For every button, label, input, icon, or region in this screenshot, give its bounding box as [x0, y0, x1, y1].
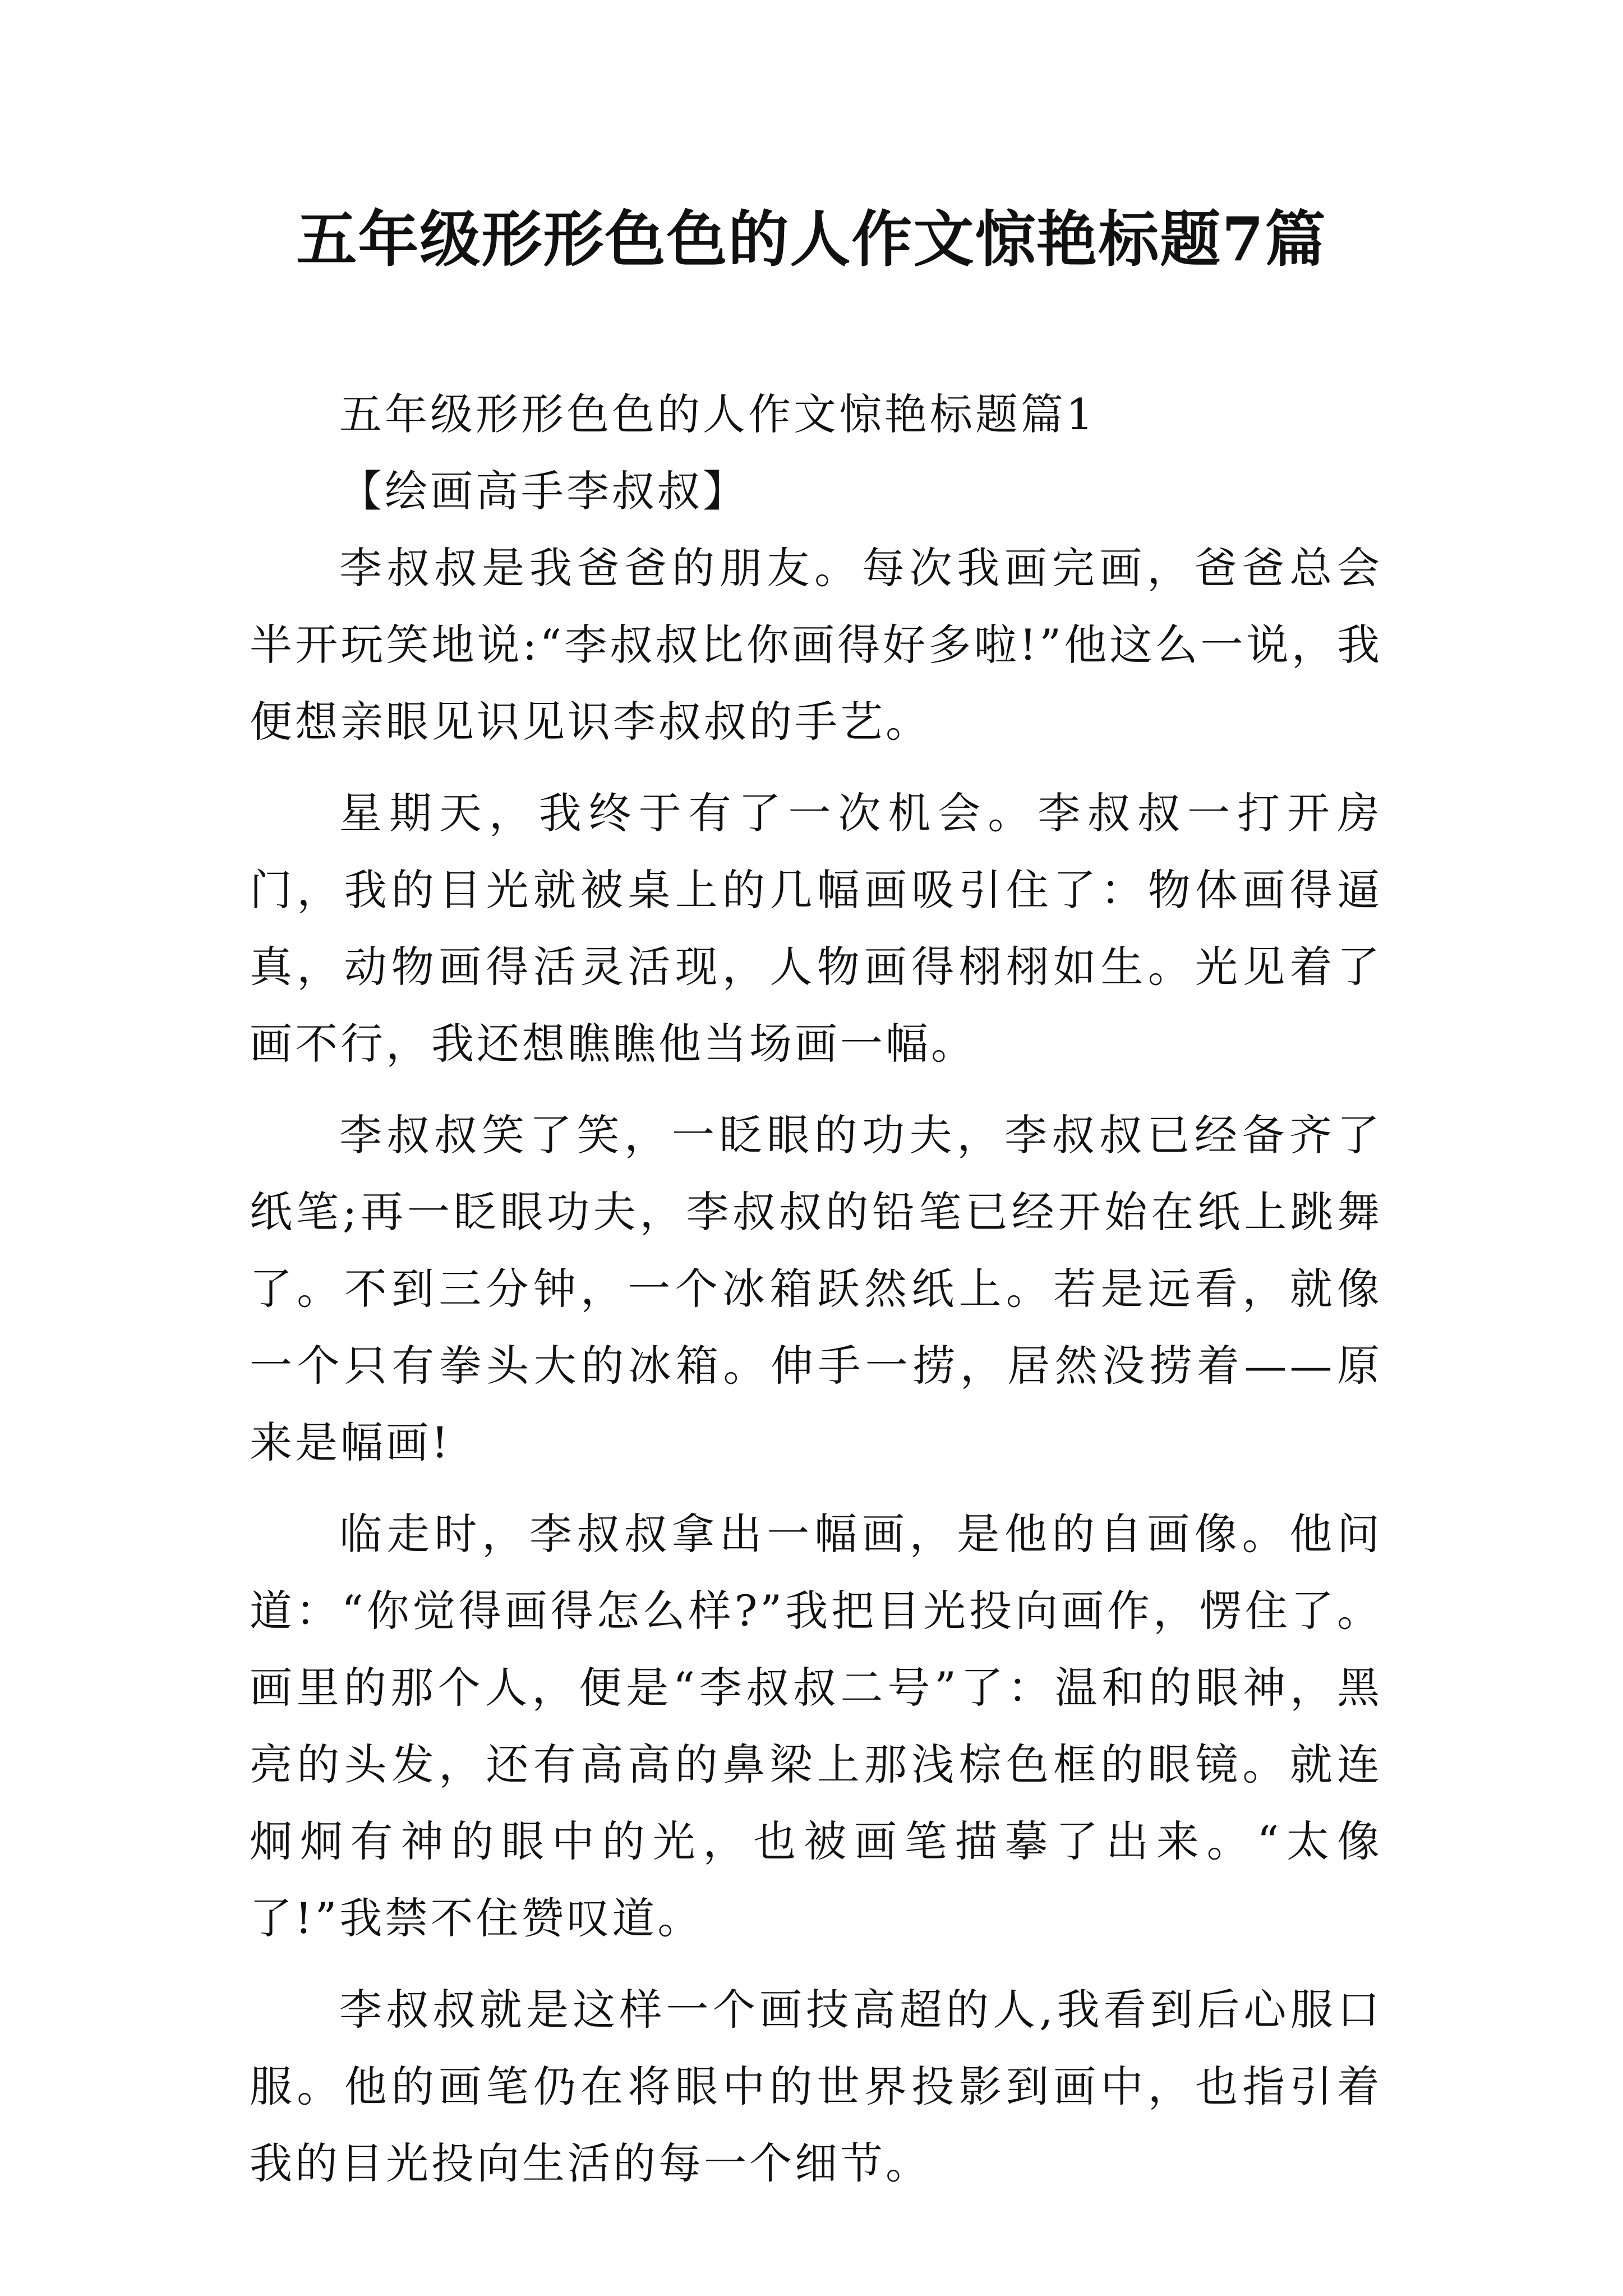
essay-title: 【绘画高手李叔叔】 — [339, 466, 748, 516]
body-paragraph-5: 李叔叔就是这样一个画技高超的人,我看到后心服口服。他的画笔仍在将眼中的世界投影到画中，也指引着我的目光投向生活的每一个细节。 — [250, 1985, 1382, 2188]
body-paragraph-2: 星期天，我终于有了一次机会。李叔叔一打开房门，我的目光就被桌上的几幅画吸引住了：物体画得逼真，动物画得活灵活现，人物画得栩栩如生。光见着了画不行，我还想瞧瞧他当场画一幅。 — [250, 788, 1382, 1069]
body-paragraph-4: 临走时，李叔叔拿出一幅画，是他的自画像。他问道：“你觉得画得怎么样?”我把目光投向画作，愣住了。画里的那个人，便是“李叔叔二号”了：温和的眼神，黑亮的头发，还有高高的鼻梁上那浅棕色框的眼镜。就连炯炯有神的眼中的光，也被画笔描摹了出来。“太像了!”我禁不住赞叹道。 — [250, 1509, 1382, 1943]
body-paragraph-1: 李叔叔是我爸爸的朋友。每次我画完画，爸爸总会半开玩笑地说:“李叔叔比你画得好多啦!”他这么一说，我便想亲眼见识见识李叔叔的手艺。 — [250, 543, 1382, 747]
document-body — [250, 376, 1382, 2202]
section-heading: 五年级形形色色的人作文惊艳标题篇1 — [339, 389, 1096, 439]
document-title: 五年级形形色色的人作文惊艳标题7篇 — [296, 204, 1327, 275]
body-paragraph-3: 李叔叔笑了笑，一眨眼的功夫，李叔叔已经备齐了纸笔;再一眨眼功夫，李叔叔的铅笔已经开始在纸上跳舞了。不到三分钟，一个冰箱跃然纸上。若是远看，就像一个只有拳头大的冰箱。伸手一捞，居然没捞着——原来是幅画! — [250, 1110, 1382, 1467]
